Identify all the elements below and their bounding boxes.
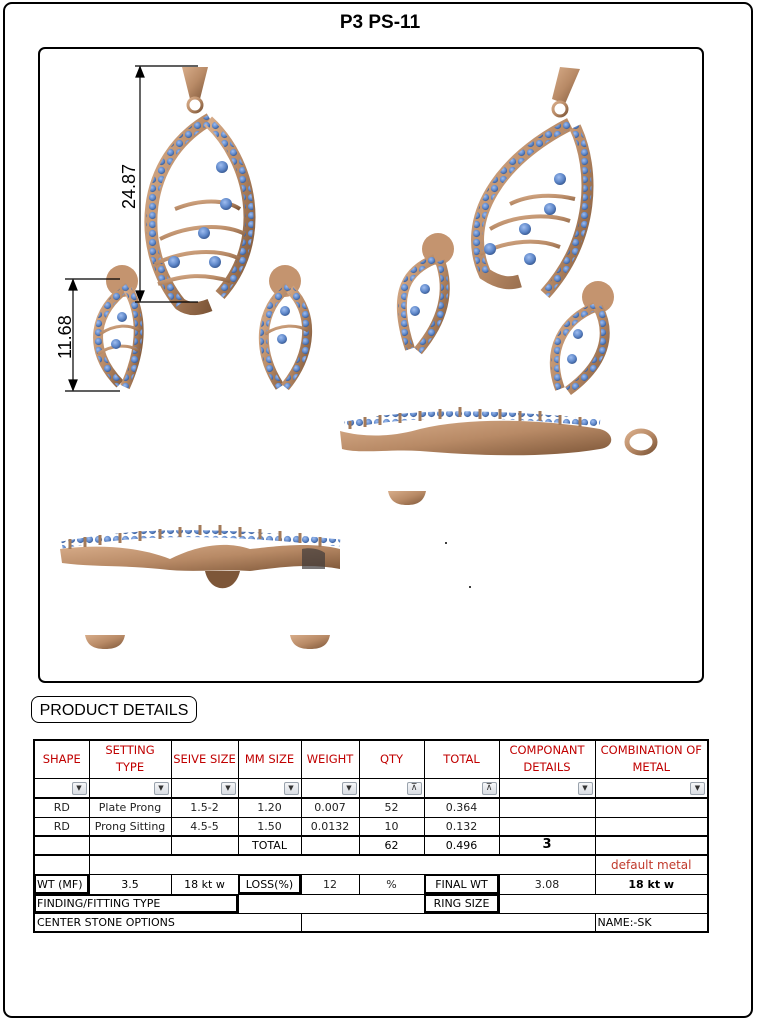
filter-row <box>34 778 708 798</box>
cell-shape: RD <box>34 817 89 836</box>
table-row <box>34 817 708 836</box>
table-row <box>34 798 708 817</box>
center-stone-label: CENTER STONE OPTIONS <box>34 913 301 932</box>
center-stone-row <box>34 913 708 932</box>
dropdown-arrow-icon[interactable]: ▼ <box>72 782 87 795</box>
total-qty: 62 <box>359 836 424 855</box>
cell-seive: 1.5-2 <box>171 798 238 817</box>
cell-metal <box>595 798 708 817</box>
finding-fitting-label: FINDING/FITTING TYPE <box>34 894 238 913</box>
final-metal: 18 kt w <box>595 874 708 894</box>
product-details-heading: PRODUCT DETAILS <box>31 696 197 723</box>
center-stone-value <box>301 913 595 932</box>
loss-unit: % <box>359 874 424 894</box>
pendant-height-label: 24.87 <box>119 163 139 209</box>
dropdown-arrow-icon[interactable]: ▼ <box>578 782 593 795</box>
designer-name: NAME:-SK <box>595 913 708 932</box>
total-row <box>34 836 708 855</box>
cell-weight: 0.007 <box>301 798 359 817</box>
header-row <box>34 740 708 778</box>
dropdown-arrow-icon[interactable]: ▼ <box>690 782 705 795</box>
angled-view <box>402 67 614 391</box>
final-wt-label: FINAL WT <box>424 874 499 894</box>
product-details-table <box>33 739 709 933</box>
cell-seive: 4.5-5 <box>171 817 238 836</box>
dropdown-arrow-icon[interactable]: ▼ <box>342 782 357 795</box>
cell-shape: RD <box>34 798 89 817</box>
header-setting-type: SETTING TYPE <box>89 740 171 778</box>
cell-total: 0.364 <box>424 798 499 817</box>
header-component-details: COMPONANT DETAILS <box>499 740 595 778</box>
pendant-side-view <box>340 407 655 505</box>
earring-height-label: 11.68 <box>55 315 75 359</box>
header-total: TOTAL <box>424 740 499 778</box>
weight-row <box>34 874 708 894</box>
earring-side-view <box>60 525 340 649</box>
finding-fitting-value <box>238 894 424 913</box>
ring-size-value <box>499 894 708 913</box>
cell-component <box>499 817 595 836</box>
header-combination-of-metal: COMBINATION OF METAL <box>595 740 708 778</box>
final-wt-value: 3.08 <box>499 874 595 894</box>
filter-funnel-icon[interactable]: ⊼ <box>407 782 422 795</box>
ring-size-label: RING SIZE <box>424 894 499 913</box>
page-title: P3 PS-11 <box>339 12 421 33</box>
cell-mm: 1.50 <box>238 817 301 836</box>
header-shape: SHAPE <box>34 740 89 778</box>
cell-qty: 52 <box>359 798 424 817</box>
header-seive-size: SEIVE SIZE <box>171 740 238 778</box>
wt-mf-value: 3.5 <box>89 874 171 894</box>
cell-setting: Prong Sitting <box>89 817 171 836</box>
loss-value: 12 <box>301 874 359 894</box>
front-view <box>55 66 308 391</box>
header-qty: QTY <box>359 740 424 778</box>
metal-note-row <box>34 855 708 874</box>
total-component-count: 3 <box>499 836 595 855</box>
filter-funnel-icon[interactable]: ⊼ <box>482 782 497 795</box>
dropdown-arrow-icon[interactable]: ▼ <box>154 782 169 795</box>
cell-qty: 10 <box>359 817 424 836</box>
cell-metal <box>595 817 708 836</box>
total-label: TOTAL <box>238 836 301 855</box>
total-weight: 0.496 <box>424 836 499 855</box>
cell-total: 0.132 <box>424 817 499 836</box>
loss-label: LOSS(%) <box>238 874 301 894</box>
default-metal-note: default metal <box>595 855 708 874</box>
product-render-panel <box>38 47 704 683</box>
dropdown-arrow-icon[interactable]: ▼ <box>221 782 236 795</box>
cell-setting: Plate Prong <box>89 798 171 817</box>
dropdown-arrow-icon[interactable]: ▼ <box>284 782 299 795</box>
header-weight: WEIGHT <box>301 740 359 778</box>
cell-component <box>499 798 595 817</box>
wt-mf-label: WT (MF) <box>34 874 89 894</box>
cell-weight: 0.0132 <box>301 817 359 836</box>
finding-row <box>34 894 708 913</box>
metal-type: 18 kt w <box>171 874 238 894</box>
header-mm-size: MM SIZE <box>238 740 301 778</box>
cell-mm: 1.20 <box>238 798 301 817</box>
